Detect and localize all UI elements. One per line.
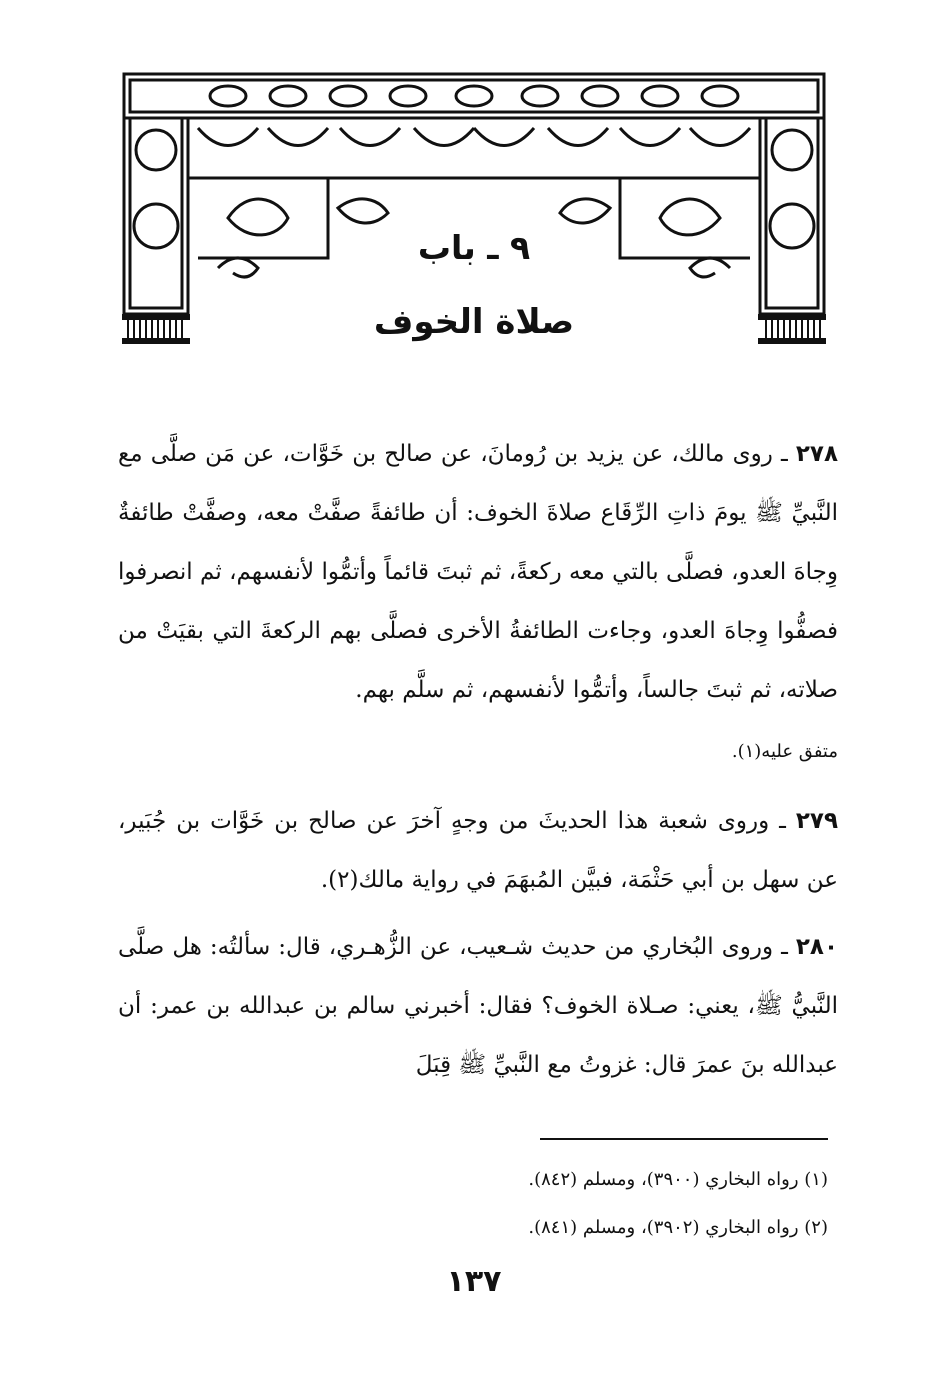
paragraph-279 (118, 792, 838, 910)
body-text (118, 425, 838, 1095)
paragraph-text: ـ وروى شعبة هذا الحديثَ من وجهٍ آخرَ عن صالح بن خَوَّات بن جُبَير، عن سهل بن أبي حَثْمَة، فبيَّن المُبهَمَ في رواية مالك(٢). (118, 808, 838, 893)
page-number: ١٣٧ (446, 1264, 502, 1299)
hadith-number: ٢٧٩ (795, 808, 839, 834)
footnote-divider (540, 1138, 828, 1140)
hadith-number: ٢٨٠ (795, 934, 838, 960)
agreed-upon-note (118, 720, 838, 784)
paragraph-280 (118, 918, 838, 1095)
paragraph-text: متفق عليه(١). (731, 741, 838, 762)
chapter-title: صلاة الخوف (373, 302, 575, 342)
chapter-number: ٩ ـ باب (417, 228, 531, 267)
footnotes (300, 1156, 828, 1252)
paragraph-text: ـ روى مالك، عن يزيد بن رُومانَ، عن صالح بن خَوَّات، عن مَن صلَّى مع النَّبيِّ ﷺ يومَ ذاتِ الرِّقَاع صلاةَ الخوف: أن طائفةً صفَّتْ معه، وصفَّتْ طائفةٌ وِجاهَ العدو، فصلَّى بالتي معه ركعةً، ثم ثبتَ قائماً وأتمُّوا لأنفسهم، ثم انصرفوا فصفُّوا وِجاهَ العدو، وجاءت الطائفةُ الأخرى فصلَّى بهم الركعةَ التي بقيَتْ من صلاته، ثم ثبتَ جالساً، وأتمُّوا لأنفسهم، ثم سلَّم بهم. (118, 441, 838, 703)
footnote-2: (٢) رواه البخاري (٣٩٠٢)، ومسلم (٨٤١). (528, 1217, 828, 1238)
paragraph-text: ـ وروى البُخاري من حديث شـعيب، عن الزُّهـري، قال: سألتُه: هل صلَّى النَّبيُّ ﷺ، يعني: صـلاة الخوف؟ فقال: أخبرني سالم بن عبدالله بن عمر: أن عبدالله بنَ عمرَ قال: غزوتُ مع النَّبيِّ ﷺ قِبَلَ (118, 934, 838, 1078)
paragraph-278 (118, 425, 838, 720)
hadith-number: ٢٧٨ (795, 441, 838, 467)
footnote-1: (١) رواه البخاري (٣٩٠٠)، ومسلم (٨٤٢). (528, 1169, 828, 1190)
